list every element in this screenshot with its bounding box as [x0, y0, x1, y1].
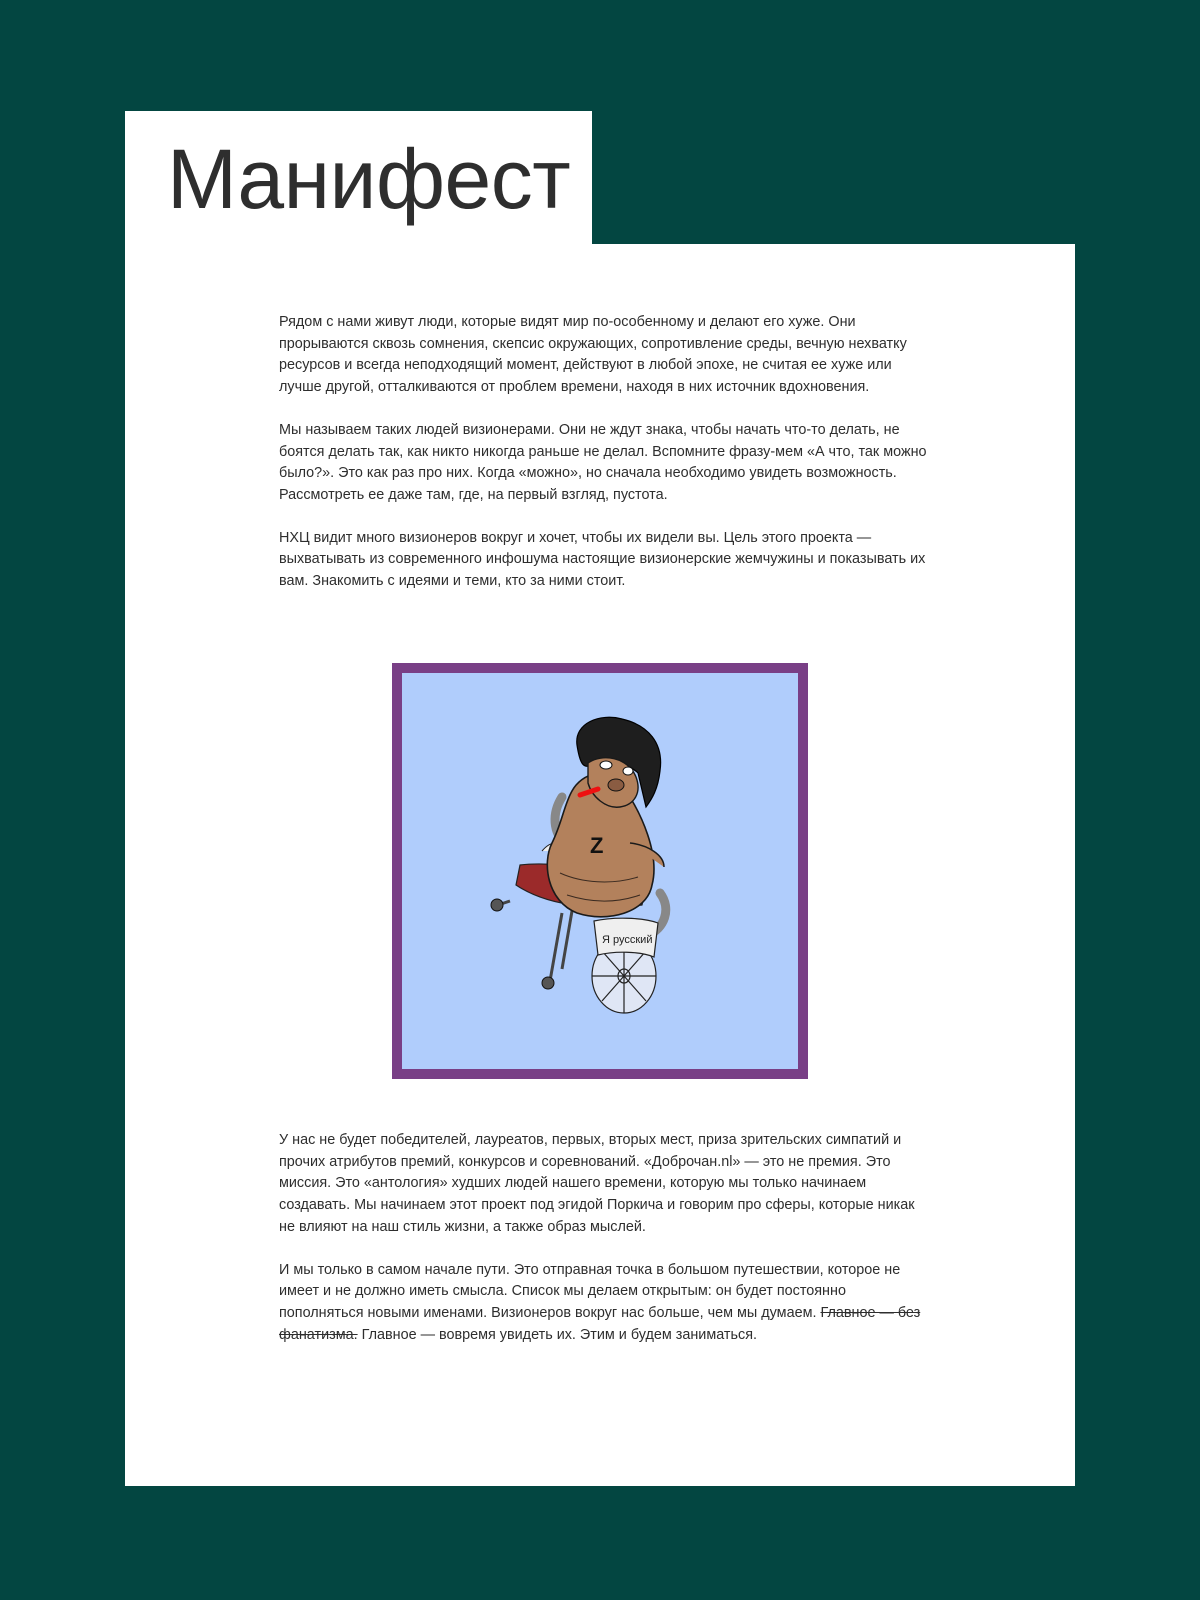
closing-paragraph-2-text: И мы только в самом начале пути. Это отправная точка в большом путешествии, которое не имеет и не должно иметь смысла. Список мы делаем открытым: он будет постоянно пополняться новыми именами. Визионеров вокруг нас больше, чем мы думаем. [279, 1261, 901, 1321]
intro-section [279, 312, 929, 614]
intro-paragraph-2: Мы называем таких людей визионерами. Они не ждут знака, чтобы начать что-то делать, не боятся делать так, как никто никогда раньше не делал. Вспомните фразу-мем «А что, так можно было?». Это как раз про них. Когда «можно», но сначала необходимо увидеть возможность. Рассмотреть ее даже там, где, на первый взгляд, пустота. [279, 421, 927, 503]
closing-paragraph-1: У нас не будет победителей, лауреатов, первых, вторых мест, приза зрительских симпатий и прочих атрибутов премий, конкурсов и соревнований. «Доброчан.nl» — это не премия. Это миссия. Это «антология» худших людей нашего времени, которую мы только начинаем создавать. Мы начинаем этот проект под эгидой Поркича и говорим про сферы, которые никак не влияют на наш стиль жизни, а также образ мыслей. [279, 1132, 915, 1235]
wheelchair-frame-icon [498, 901, 572, 981]
content-card [125, 244, 1075, 1486]
strikethrough-text: Главное — без фанатизма. [279, 1304, 921, 1343]
banner-text: Я русский [602, 934, 653, 946]
cartoon-character-illustration [402, 673, 798, 1069]
closing-section [279, 1130, 929, 1367]
closing-paragraph-2-end: Главное — вовремя увидеть их. Этим и будем заниматься. [361, 1326, 757, 1343]
shirt-letter: Z [590, 833, 604, 858]
illustration-frame [392, 663, 808, 1079]
title-tab [125, 111, 592, 245]
intro-paragraph-1: Рядом с нами живут люди, которые видят мир по-особенному и делают его хуже. Они прорываются сквозь сомнения, скепсис окружающих, сопротивление среды, вечную нехватку ресурсов и всегда неподходящий момент, действуют в любой эпохе, не считая ее хуже или лучше другой, отталкиваются от проблем времени, находя в них источник вдохновения. [279, 314, 907, 396]
page-title: Манифест [167, 132, 571, 226]
closing-paragraph-2 [279, 1260, 929, 1347]
intro-paragraph-3: НХЦ видит много визионеров вокруг и хочет, чтобы их видели вы. Цель этого проекта — выхватывать из современного инфошума настоящие визионерские жемчужины и показывать их вам. Знакомить с идеями и теми, кто за ними стоит. [279, 529, 926, 590]
